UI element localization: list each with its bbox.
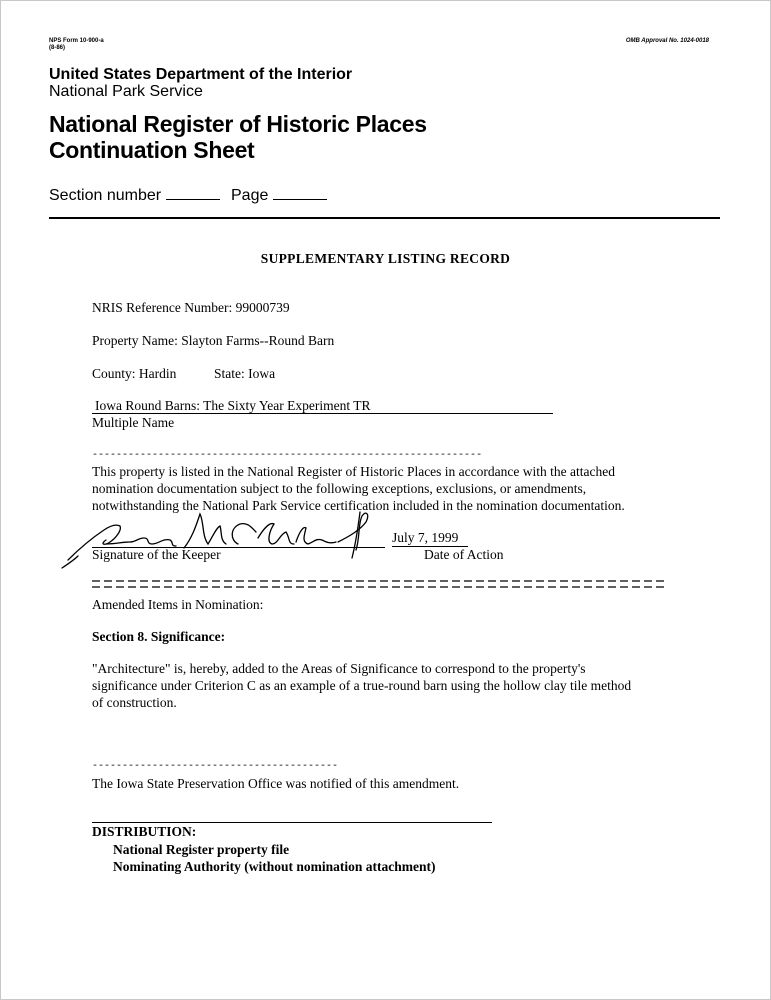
multiple-name-label: Multiple Name [92, 415, 175, 430]
header-divider [49, 217, 720, 219]
service-name: National Park Service [49, 83, 203, 100]
notification-statement: The Iowa State Preservation Office was notified of this amendment. [92, 776, 460, 791]
page-blank [273, 199, 327, 200]
form-subtitle: Continuation Sheet [49, 137, 255, 163]
distribution-item: National Register property file [113, 842, 290, 857]
action-date: July 7, 1999 [392, 530, 459, 545]
property-name: Property Name: Slayton Farms--Round Barn [92, 333, 335, 348]
amended-items-label: Amended Items in Nomination: [92, 597, 264, 612]
state: State: Iowa [214, 366, 276, 381]
dashed-separator: ----------------------------------------------------------------- [92, 450, 483, 456]
form-revision: (8-86) [49, 45, 66, 51]
department-name: United States Department of the Interior [49, 66, 353, 83]
amendment-para-line-2: significance under Criterion C as an example of a true-round barn using the hollow clay tile method [92, 678, 632, 693]
county: County: Hardin [92, 366, 177, 381]
distribution-rule [92, 822, 492, 823]
dashed-separator-2: ----------------------------------------- [92, 761, 339, 767]
omb-approval: OMB Approval No. 1024-0018 [625, 38, 709, 44]
date-of-action-label: Date of Action [424, 547, 504, 562]
double-dashed-separator [92, 579, 665, 591]
form-number: NPS Form 10-900-a [49, 38, 104, 44]
page-field [231, 187, 327, 205]
statement-line-3: notwithstanding the National Park Service certification included in the nomination documentation. [92, 498, 625, 513]
amendment-para-line-1: "Architecture" is, hereby, added to the Areas of Significance to correspond to the property's [92, 661, 586, 676]
distribution-item: Nominating Authority (without nomination attachment) [113, 859, 436, 874]
mpf-underline [92, 413, 553, 414]
section-8-heading: Section 8. Significance: [92, 629, 226, 644]
section-number-blank [166, 199, 220, 200]
nris-reference: NRIS Reference Number: 99000739 [92, 300, 290, 315]
amendment-para-line-3: of construction. [92, 695, 177, 710]
record-heading: SUPPLEMENTARY LISTING RECORD [260, 251, 511, 266]
page-label: Page [231, 187, 269, 204]
statement-line-2: nomination documentation subject to the following exceptions, exclusions, or amendments, [92, 481, 587, 496]
section-number-field [49, 187, 220, 205]
distribution-heading: DISTRIBUTION: [92, 824, 197, 839]
form-title: National Register of Historic Places [49, 111, 427, 137]
signature-label: Signature of the Keeper [92, 547, 221, 562]
multiple-property-name: Iowa Round Barns: The Sixty Year Experiment TR [95, 398, 371, 413]
statement-line-1: This property is listed in the National Register of Historic Places in accordance with the attached [92, 464, 615, 479]
section-number-label: Section number [49, 187, 162, 204]
